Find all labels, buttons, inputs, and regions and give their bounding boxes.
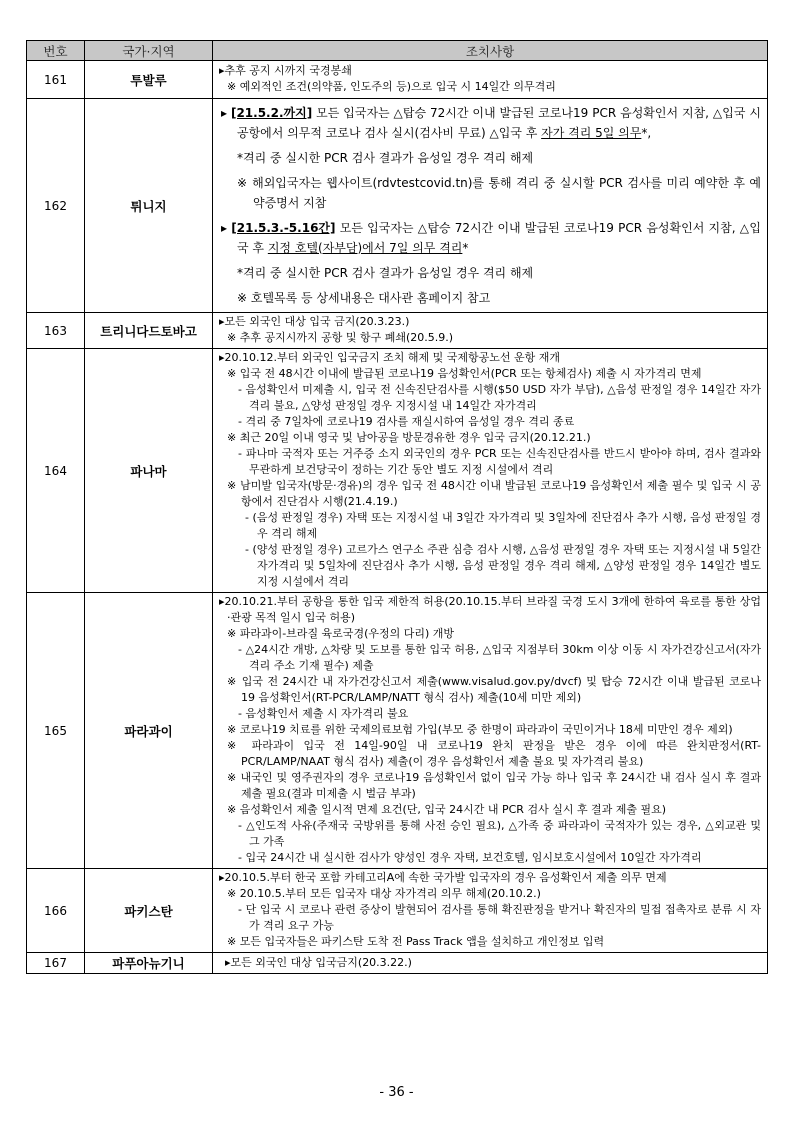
row-number: 166 (27, 869, 85, 953)
measure-line: - 입국 24시간 내 실시한 검사가 양성인 경우 자택, 보건호텔, 임시보호시설에서 10일간 자가격리 (238, 851, 702, 864)
measure-line: ▸모든 외국인 대상 입국금지(20.3.22.) (225, 955, 412, 969)
table-row (27, 869, 768, 953)
measures-cell (213, 593, 768, 869)
header-country: 국가·지역 (85, 41, 213, 61)
row-number: 164 (27, 349, 85, 593)
row-number: 162 (27, 99, 85, 313)
measures-cell (213, 349, 768, 593)
measure-line: ※ 내국인 및 영주권자의 경우 코로나19 음성확인서 없이 입국 가능 하나 입국 후 24시간 내 검사 실시 후 결과 제출 필요(결과 미제출 시 벌금 부과) (227, 771, 761, 800)
country-name: 투발루 (85, 61, 213, 99)
row-number: 163 (27, 313, 85, 349)
country-name: 파푸아뉴기니 (85, 953, 213, 974)
row-number: 167 (27, 953, 85, 974)
bullet-marker: ▸ (221, 220, 228, 235)
measures-cell (213, 313, 768, 349)
period-label: [21.5.2.까지] (230, 105, 313, 120)
footnote: *격리 중 실시한 PCR 검사 결과가 음성일 경우 격리 해제 (237, 150, 534, 165)
measure-line: ※ 입국 전 24시간 내 자가건강신고서 제출(www.visalud.gov.py/dvcf) 및 탑승 72시간 이내 발급된 코로나19 음성확인서(RT-PCR/LAMP/NATT 형식 검사) 제출(10세 미만 제외) (227, 675, 761, 704)
measure-text: 모든 입국자는 △탑승 72시간 이내 발급된 코로나19 PCR 음성확인서 지참, △입국 시 공항에서 의무적 코로나 검사 실시(검사비 무료) △입국 후 (237, 105, 761, 140)
measures-cell (213, 99, 768, 313)
measure-line: ※ 모든 입국자들은 파키스탄 도착 전 Pass Track 앱을 설치하고 개인정보 입력 (227, 935, 605, 948)
measure-line: ▸20.10.21.부터 공항을 통한 입국 제한적 허용(20.10.15.부터 브라질 국경 도시 3개에 한하여 육로를 통한 상업·관광 목적 일시 입국 허용) (219, 595, 761, 624)
measure-line: - △인도적 사유(주재국 국방위를 통해 사전 승인 필요), △가족 중 파라과이 국적자가 있는 경우, △외교관 및 그 가족 (238, 819, 761, 848)
bullet-marker: ▸ (221, 105, 228, 120)
table-row (27, 953, 768, 974)
measure-line: ▸모든 외국인 대상 입국 금지(20.3.23.) (219, 315, 410, 328)
measure-line: - 파나마 국적자 또는 거주증 소지 외국인의 경우 PCR 또는 신속진단검사를 반드시 받아야 하며, 검사 결과와 무관하게 보건당국이 정하는 기간 동안 별도 지정 시설에서 격리 (238, 447, 761, 476)
country-name: 트리니다드토바고 (85, 313, 213, 349)
measure-line: ▸20.10.12.부터 외국인 입국금지 조치 해제 및 국제항공노선 운항 재개 (219, 351, 560, 364)
note-line: ※ 해외입국자는 웹사이트(rdvtestcovid.tn)를 통해 격리 중 실시할 PCR 검사를 미리 예약한 후 예약증명서 지참 (237, 175, 761, 210)
measure-text: *, (641, 125, 652, 140)
row-number: 165 (27, 593, 85, 869)
measure-block (217, 103, 761, 143)
table-row (27, 593, 768, 869)
row-number: 161 (27, 61, 85, 99)
measure-underlined: 자가 격리 5일 의무 (541, 125, 642, 140)
measure-line: - 음성확인서 미제출 시, 입국 전 신속진단검사를 시행($50 USD 자가 부담), △음성 판정일 경우 14일간 자가격리 불요, △양성 판정일 경우 지정시설 내 14일간 자가격리 (238, 383, 761, 412)
measure-line: ※ 남미발 입국자(방문·경유)의 경우 입국 전 48시간 이내 발급된 코로나19 음성확인서 제출 필수 및 입국 시 공항에서 진단검사 시행(21.4.19.) (227, 479, 761, 508)
table-row (27, 349, 768, 593)
table-row (27, 313, 768, 349)
country-name: 파라과이 (85, 593, 213, 869)
measure-line: ※ 음성확인서 제출 일시적 면제 요건(단, 입국 24시간 내 PCR 검사 실시 후 결과 제출 필요) (227, 803, 667, 816)
measure-text: 모든 입국자는 △탑승 72시간 이내 발급된 코로나19 PCR 음성확인서 지참, △입국 후 (237, 220, 761, 255)
measure-line: - 격리 중 7일차에 코로나19 검사를 재실시하여 음성일 경우 격리 종료 (238, 415, 575, 428)
measures-cell (213, 953, 768, 974)
measure-line: ※ 예외적인 조건(의약품, 인도주의 등)으로 입국 시 14일간 의무격리 (227, 80, 556, 93)
measures-cell (213, 61, 768, 99)
measure-line: - (양성 판정일 경우) 고르가스 연구소 주관 심층 검사 시행, △음성 판정일 경우 자택 또는 지정시설 내 5일간 자가격리 및 5일차에 진단검사 추가 시행, 음성 판정일 경우 격리 해제, △양성 판정일 경우 14일간 별도 지정 시설에서 격리 (245, 543, 761, 588)
country-name: 튀니지 (85, 99, 213, 313)
country-name: 파나마 (85, 349, 213, 593)
measure-line: - 단 입국 시 코로나 관련 증상이 발현되어 검사를 통해 확진판정을 받거나 확진자의 밀접 접촉자로 분류 시 자가 격리 요구 가능 (238, 903, 761, 932)
measure-block (217, 218, 761, 258)
note-line: ※ 호텔목록 등 상세내용은 대사관 홈페이지 참고 (237, 290, 491, 305)
measure-text: * (462, 240, 469, 255)
header-measures: 조치사항 (213, 41, 768, 61)
measure-line: - (음성 판정일 경우) 자택 또는 지정시설 내 3일간 자가격리 및 3일차에 진단검사 추가 시행, 음성 판정일 경우 격리 해제 (245, 511, 761, 540)
table-row (27, 99, 768, 313)
measure-underlined: 지정 호텔(자부담)에서 7일 의무 격리 (267, 240, 463, 255)
table-row (27, 61, 768, 99)
page-number: - 36 - (379, 1085, 414, 1100)
measure-line: ▸추후 공지 시까지 국경봉쇄 (219, 64, 352, 77)
measures-table (26, 40, 768, 974)
measure-line: - 음성확인서 제출 시 자가격리 불요 (238, 707, 409, 720)
measure-line: ※ 파라과이 입국 전 14일-90일 내 코로나19 완치 판정을 받은 경우 이에 따른 완치판정서(RT-PCR/LAMP/NAAT 형식 검사) 제출(이 경우 음성확인서 제출 불요 및 자가격리 불요) (227, 739, 761, 768)
country-name: 파키스탄 (85, 869, 213, 953)
measure-line: ※ 최근 20일 이내 영국 및 남아공을 방문경유한 경우 입국 금지(20.12.21.) (227, 431, 591, 444)
measure-line: ※ 입국 전 48시간 이내에 발급된 코로나19 음성확인서(PCR 또는 항체검사) 제출 시 자가격리 면제 (227, 367, 702, 380)
period-label: [21.5.3.-5.16간] (231, 220, 336, 235)
measure-line: ▸20.10.5.부터 한국 포함 카테고리A에 속한 국가발 입국자의 경우 음성확인서 제출 의무 면제 (219, 871, 667, 884)
measures-cell (213, 869, 768, 953)
header-no: 번호 (27, 41, 85, 61)
footnote: *격리 중 실시한 PCR 검사 결과가 음성일 경우 격리 해제 (237, 265, 534, 280)
measure-line: ※ 파라과이-브라질 육로국경(우정의 다리) 개방 (227, 627, 455, 640)
measure-line: - △24시간 개방, △차량 및 도보를 통한 입국 허용, △입국 지점부터 30km 이상 이동 시 자가건강신고서(자가격리 주소 기재 필수) 제출 (238, 643, 761, 672)
table-header-row (27, 41, 768, 61)
measure-line: ※ 20.10.5.부터 모든 입국자 대상 자가격리 의무 해제(20.10.2.) (227, 887, 541, 900)
measure-line: ※ 코로나19 치료를 위한 국제의료보험 가입(부모 중 한명이 파라과이 국민이거나 18세 미만인 경우 제외) (227, 723, 733, 736)
measure-line: ※ 추후 공지시까지 공항 및 항구 폐쇄(20.5.9.) (227, 331, 454, 344)
measures-table-wrapper (26, 40, 767, 974)
